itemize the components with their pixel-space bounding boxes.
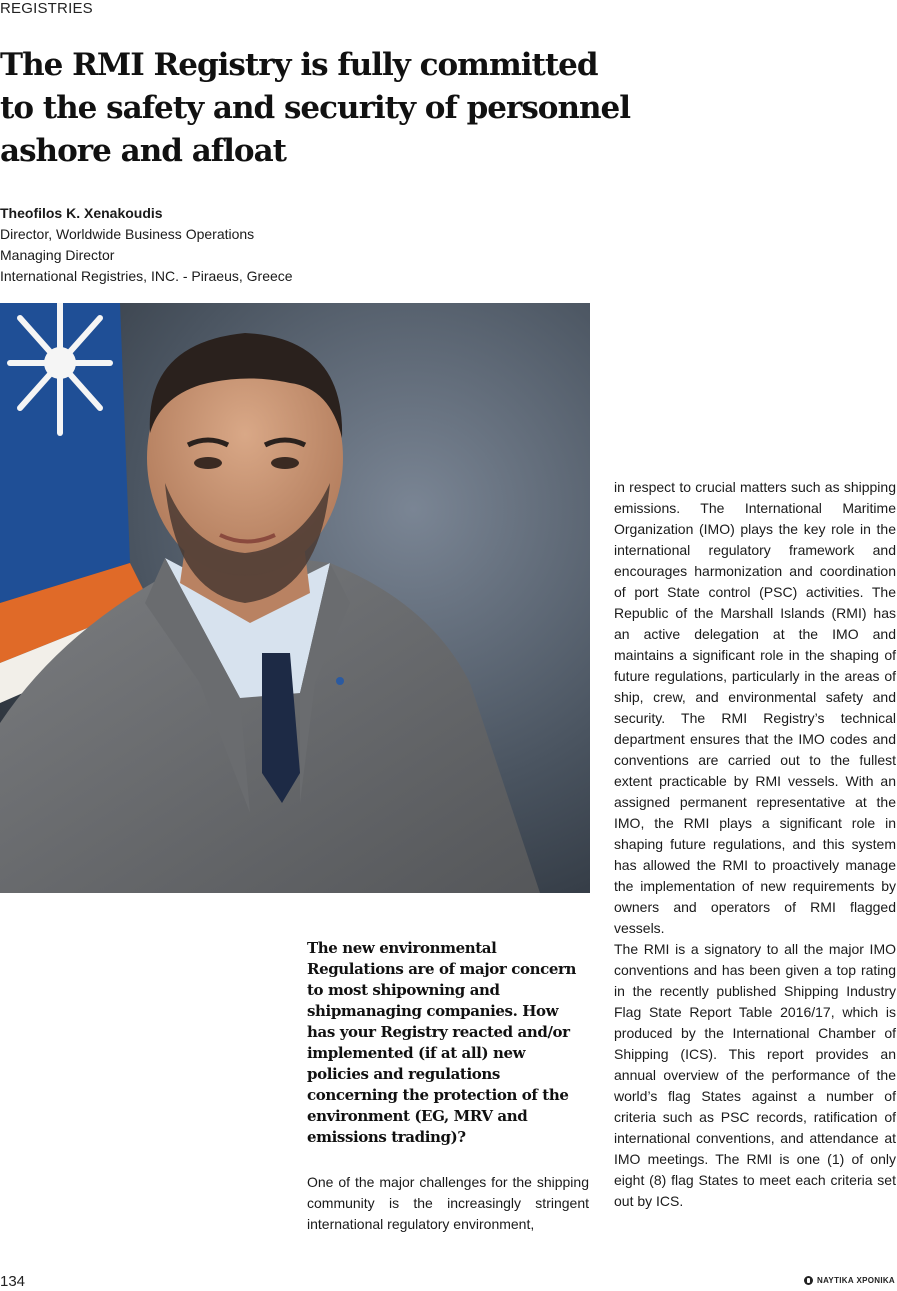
publication-mark: [804, 1276, 895, 1285]
section-label: REGISTRIES: [0, 0, 93, 17]
portrait-illustration: [0, 303, 590, 893]
article-headline: The RMI Registry is fully committed to the safety and security of personnel ashore and afloat: [0, 47, 631, 169]
portrait-photo: [0, 303, 590, 893]
author-company: International Registries, INC. - Piraeus, Greece: [0, 268, 293, 284]
page-number: 134: [0, 1273, 26, 1290]
byline: [0, 203, 293, 287]
author-name: Theofilos K. Xenakoudis: [0, 205, 163, 221]
answer-paragraph-start: One of the major challenges for the shipping community is the increasingly stringent international regulatory environment,: [307, 1174, 589, 1232]
answer-paragraph-second: The RMI is a signatory to all the major IMO conventions and has been given a top rating in the recently published Shipping Industry Flag State Report Table 2016/17, which is produced by the International Chamber of Shipping (ICS). This report provides an annual overview of the performance of the world’s flag States against a number of criteria such as PSC records, ratification of international conventions, and attendance at IMO meetings. The RMI is one (1) of only eight (8) flag States to meet each criteria set out by ICS.: [614, 941, 896, 1209]
publication-name: ΝΑΥΤΙΚΑ ΧΡΟΝΙΚΑ: [817, 1276, 895, 1285]
author-title-1: Director, Worldwide Business Operations: [0, 226, 255, 242]
publication-logo-icon: [804, 1276, 813, 1285]
answer-paragraph-continued: in respect to crucial matters such as shipping emissions. The International Maritime Organization (IMO) plays the key role in the international regulatory framework and encourages harmonization and coordination of port State control (PSC) activities. The Republic of the Marshall Islands (RMI) has an active delegation at the IMO and maintains a significant role in the shaping of future regulations, particularly in the areas of ship, crew, and environmental safety and security. The RMI Registry’s technical department ensures that the IMO codes and conventions are carried out to the fullest extent practicable by RMI vessels. With an assigned permanent representative at the IMO, the RMI plays a significant role in shaping future regulations, and this system has allowed the RMI to proactively manage the implementation of new requirements by owners and operators of RMI flagged vessels.: [614, 479, 896, 936]
author-title-2: Managing Director: [0, 247, 115, 263]
interview-question: The new environmental Regulations are of major concern to most shipowning and shipmanaging companies. How has your Registry reacted and/or implemented (if at all) new policies and regulations concerning the protection of the environment (EG, MRV and emissions trading)?: [307, 939, 576, 1146]
right-column: [614, 477, 896, 1212]
